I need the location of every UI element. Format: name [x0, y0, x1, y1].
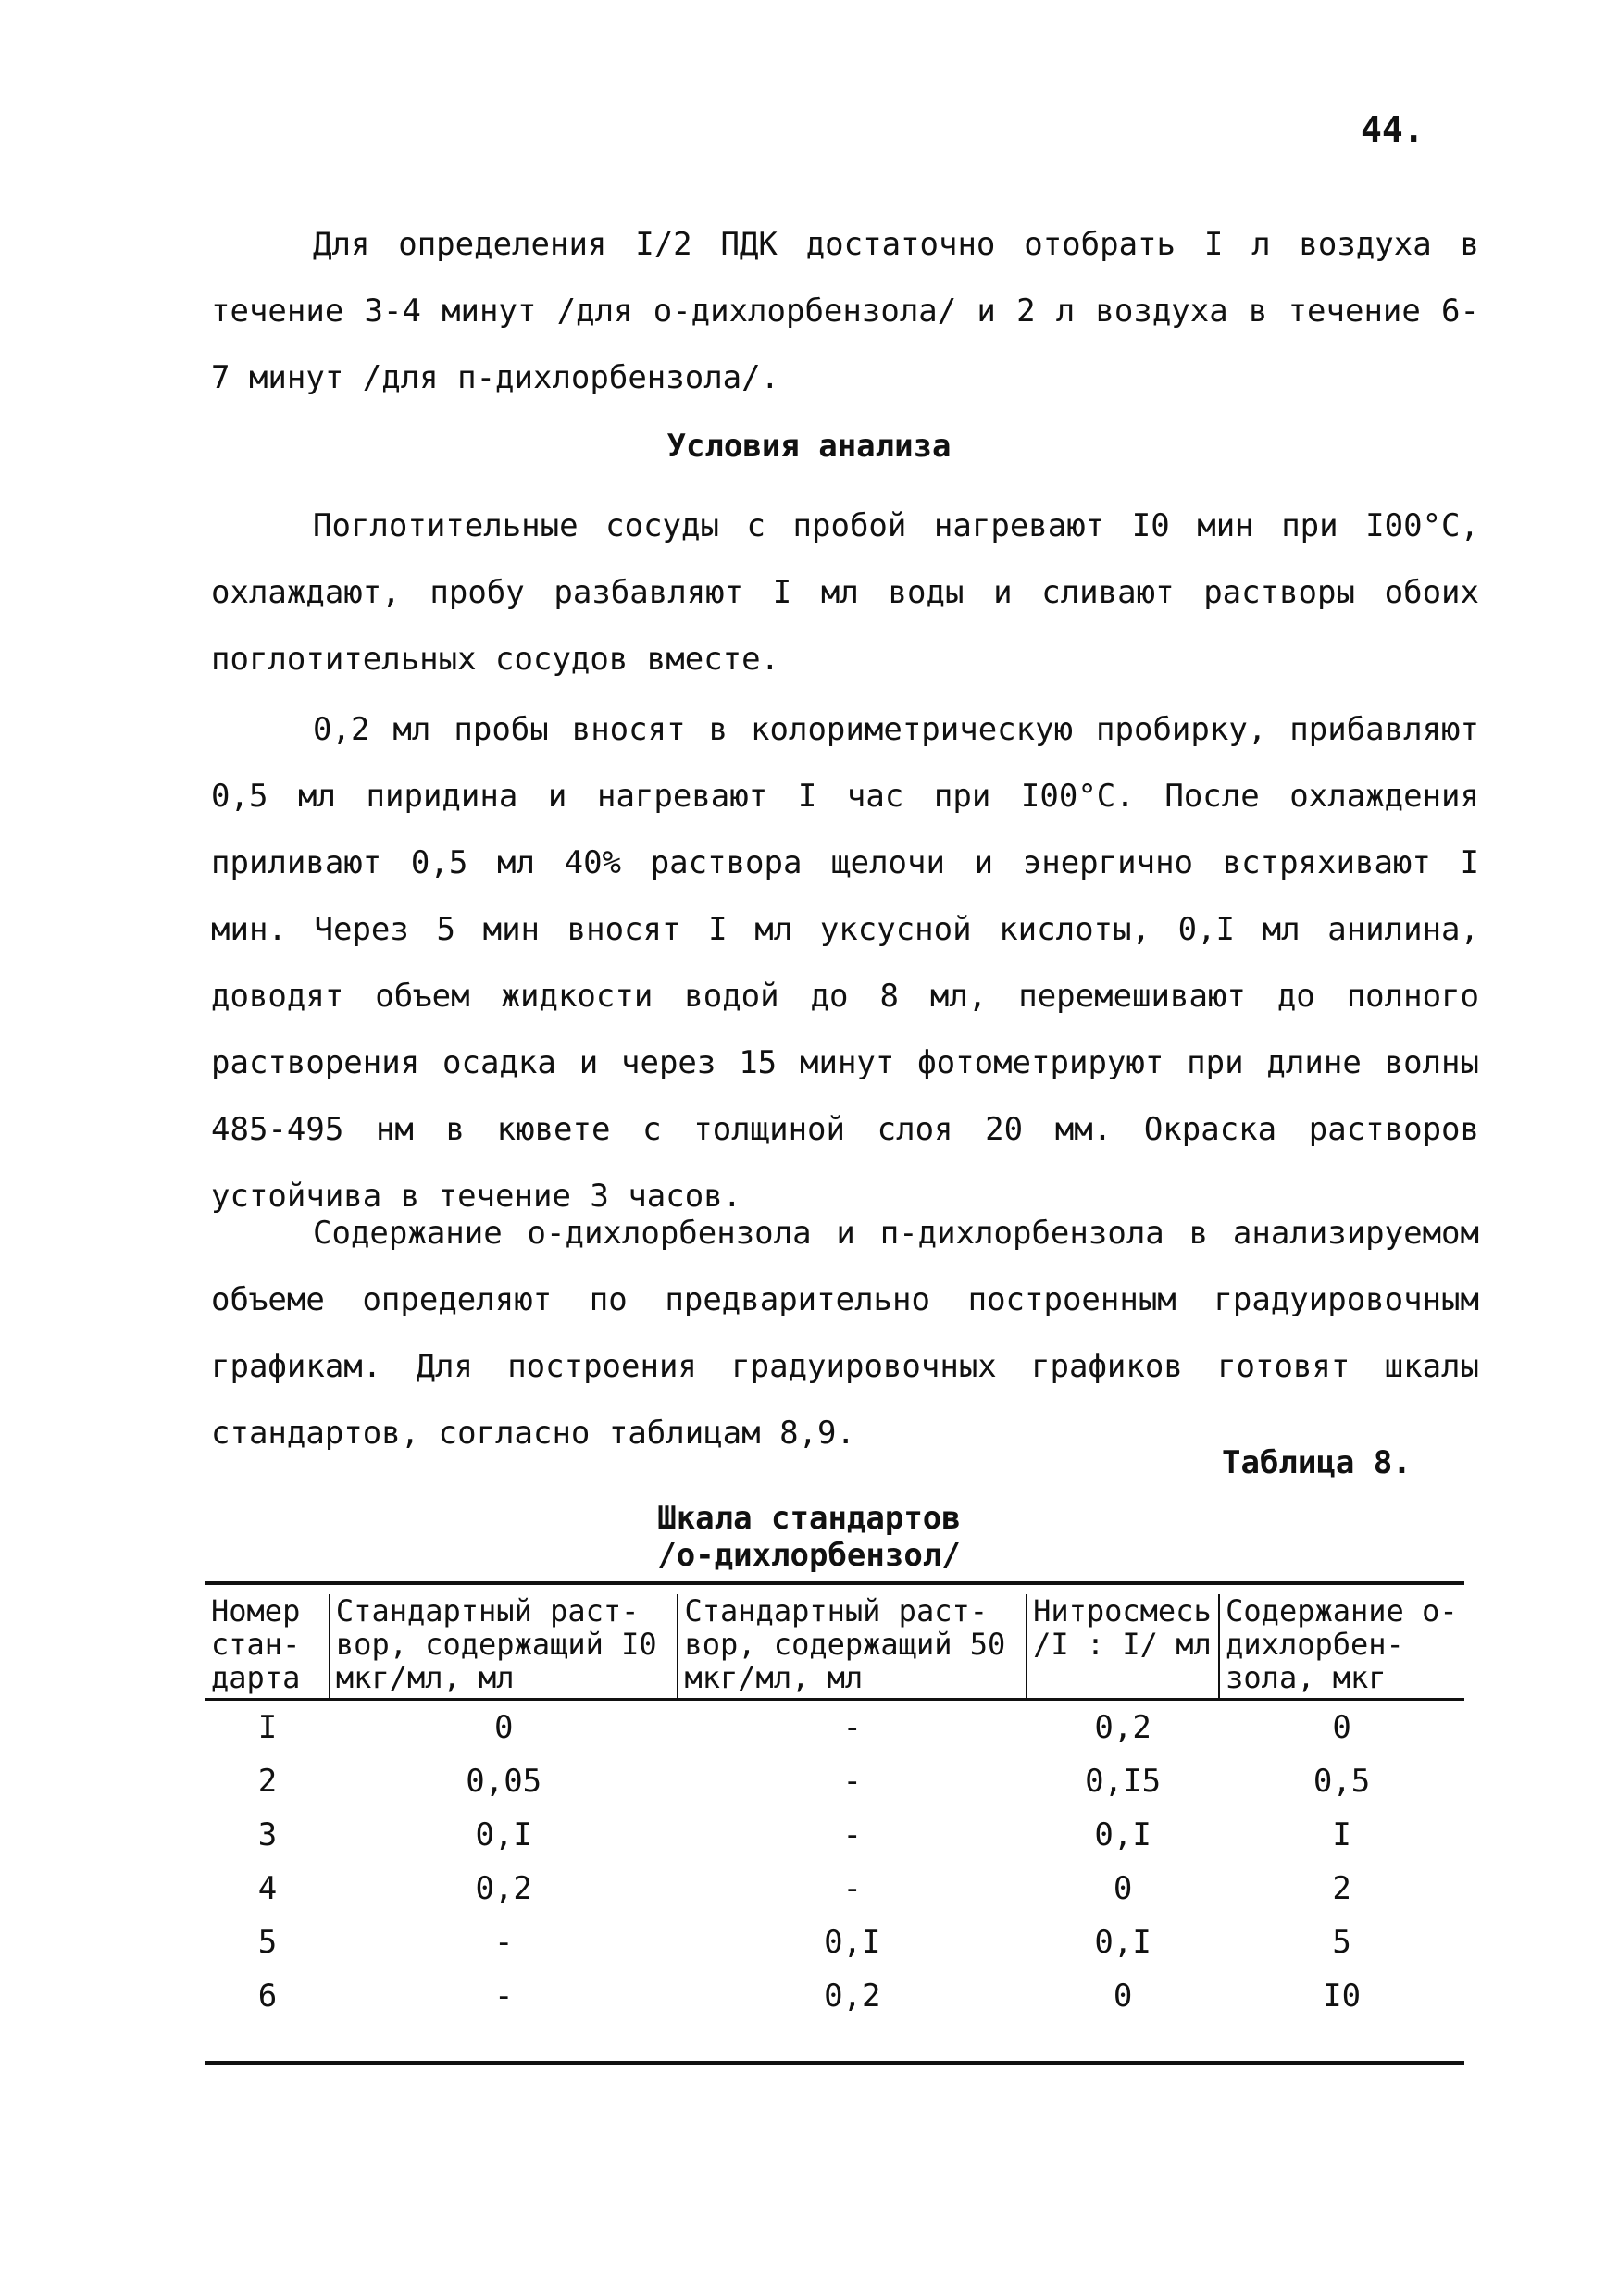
column-header-solution-50: Стандартный раст- вор, содержащий 50 мкг/мл, мл [678, 1594, 1027, 1700]
table-cell: I [257, 1709, 278, 1746]
table-cell: - [842, 1870, 863, 1907]
paragraph-calibration [211, 1200, 1479, 1466]
table-caption-title: Шкала стандартов [657, 1500, 961, 1537]
table-cell: 6 [257, 1978, 278, 2015]
table-cell: 2 [1332, 1870, 1351, 1907]
table-cell: 0,5 [1313, 1763, 1371, 1800]
table-row [205, 1969, 1464, 2023]
paragraph-heating [211, 493, 1479, 693]
table-cell: 0 [1332, 1709, 1351, 1746]
table-cell: 0,2 [475, 1870, 532, 1907]
paragraph-sampling-text: Для определения I/2 ПДК достаточно отобрать I л воздуха в течение 3-4 минут /для о-дихлорбензола/ и 2 л воздуха в течение 6-7 минут /для п-дихлорбензола/. [211, 226, 1479, 396]
paragraph-procedure-text: 0,2 мл пробы вносят в колориметрическую пробирку, прибавляют 0,5 мл пиридина и нагревают I час при I00°C. После охлаждения приливают 0,5 мл 40% раствора щелочи и энергично встряхивают I мин. Через 5 мин вносят I мл уксусной кислоты, 0,I мл анилина, доводят объем жидкости водой до 8 мл, перемешивают до полного растворения осадка и через 15 минут фотометрируют при длине волны 485-495 нм в кювете с толщиной слоя 20 мм. Окраска растворов устойчива в течение 3 часов. [211, 711, 1479, 1215]
table-cell: 0,I [824, 1924, 881, 1961]
table-cell: 0,2 [824, 1978, 881, 2015]
paragraph-calibration-text: Содержание о-дихлорбензола и п-дихлорбензола в анализируемом объеме определяют по предварительно построенным градуировочным графикам. Для построения градуировочных графиков готовят шкалы стандартов, согласно таблицам 8,9. [211, 1215, 1479, 1452]
table-cell: - [842, 1763, 863, 1800]
table-bottom-rule [205, 2061, 1464, 2065]
table-cell: 4 [257, 1870, 278, 1907]
table-cell: I [1332, 1816, 1351, 1853]
table-cell: 5 [257, 1924, 278, 1961]
table-cell: 0 [1113, 1978, 1133, 2015]
table-cell: 2 [257, 1763, 278, 1800]
table-cell: 0,I [1094, 1816, 1151, 1853]
table-cell: I0 [1323, 1978, 1362, 2015]
table-cell: 0 [493, 1709, 514, 1746]
table-cell: - [493, 1924, 514, 1961]
section-heading: Условия анализа [666, 428, 952, 465]
table-cell: 0 [1113, 1870, 1133, 1907]
table-cell: 0,I5 [1085, 1763, 1162, 1800]
table-cell: 0,I [475, 1816, 532, 1853]
standards-table [205, 1594, 1464, 2023]
paragraph-heating-text: Поглотительные сосуды с пробой нагревают I0 мин при I00°C, охлаждают, пробу разбавляют I мл воды и сливают растворы обоих поглотительных сосудов вместе. [211, 507, 1479, 678]
table-cell: 3 [257, 1816, 278, 1853]
paragraph-procedure [211, 696, 1479, 1229]
table-caption [0, 1500, 1618, 1574]
table-top-rule [205, 1581, 1464, 1585]
table-cell: - [493, 1978, 514, 2015]
column-header-nitromix: Нитросмесь /I : I/ мл [1027, 1594, 1219, 1700]
paragraph-sampling [211, 211, 1479, 411]
table-cell: 0,05 [466, 1763, 542, 1800]
column-header-solution-10: Стандартный раст- вор, содержащий I0 мкг/мл, мл [330, 1594, 678, 1700]
table-header-row [205, 1594, 1464, 1700]
table-row [205, 1700, 1464, 1755]
table-cell: 5 [1332, 1924, 1351, 1961]
table-row [205, 1915, 1464, 1969]
column-header-number: Номер стан- дарта [205, 1594, 330, 1700]
table-cell: - [842, 1816, 863, 1853]
table-row [205, 1808, 1464, 1862]
table-cell: 0,I [1094, 1924, 1151, 1961]
column-header-content: Содержание о-дихлорбен- зола, мкг [1219, 1594, 1464, 1700]
table-cell: 0,2 [1094, 1709, 1151, 1746]
table-caption-subtitle: /о-дихлорбензол/ [657, 1537, 961, 1574]
table-cell: - [842, 1709, 863, 1746]
table-row [205, 1862, 1464, 1915]
table-label: Таблица 8. [1222, 1444, 1412, 1481]
table-row [205, 1754, 1464, 1808]
page-number: 44. [1361, 109, 1425, 150]
